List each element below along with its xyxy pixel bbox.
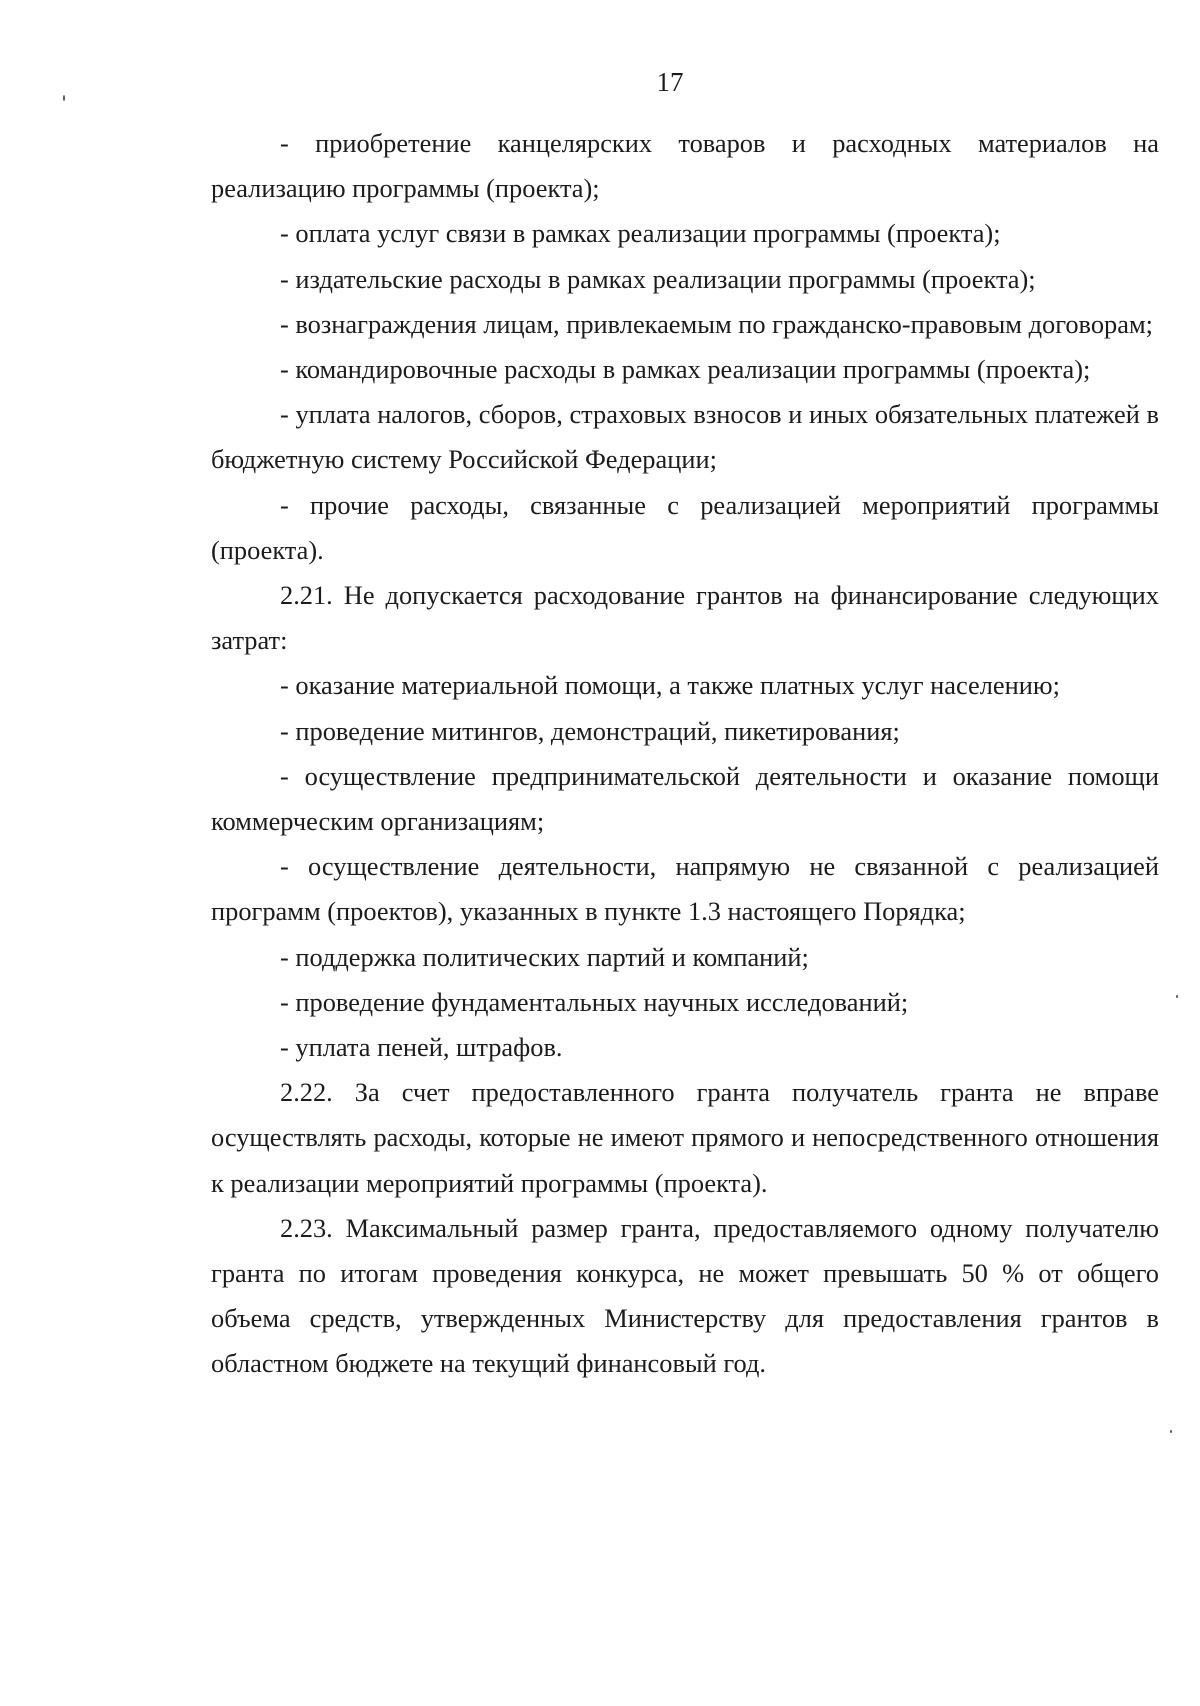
list-item-business: - осуществление предпринимательской деятельности и оказание помощи коммерческим организациям; [211,760,1159,837]
clause-2-21: 2.21. Не допускается расходование грантов на финансирование следующих затрат: [211,580,1159,656]
list-item-fines: - уплата пеней, штрафов. [280,1032,563,1063]
list-item-travel: - командировочные расходы в рамках реализации программы (проекта); [280,354,1091,385]
clause-2-23: 2.23. Максимальный размер гранта, предоставляемого одному получателю гранта по итогам проведения конкурса, не может превышать 50 % от общего объема средств, утвержденных Министерству для предоставления грантов в областном бюджете на текущий финансовый год. [211,1212,1159,1379]
list-item-research: - проведение фундаментальных научных исследований; [280,986,909,1017]
list-item-other-expenses: - прочие расходы, связанные с реализацией мероприятий программы (проекта). [211,489,1159,565]
list-item-remuneration: - вознаграждения лицам, привлекаемым по гражданско-правовым договорам; [280,308,1153,339]
document-body [211,121,1159,1387]
list-item-political-support: - поддержка политических партий и компаний; [280,941,809,972]
scan-speck [1170,1430,1172,1433]
list-item-unrelated-activity: - осуществление деятельности, напрямую не связанной с реализацией программ (проектов), указанных в пункте 1.3 настоящего Порядка; [211,851,1159,927]
list-item-taxes: - уплата налогов, сборов, страховых взносов и иных обязательных платежей в бюджетную систему Российской Федерации; [211,399,1159,475]
scan-speck [1176,995,1178,998]
list-item-material-aid: - оказание материальной помощи, а также платных услуг населению; [280,670,1060,701]
scan-speck [63,95,65,101]
clause-2-22: 2.22. За счет предоставленного гранта получатель гранта не вправе осуществлять расходы, которые не имеют прямого и непосредственного отношения к реализации мероприятий программы (проекта). [211,1077,1159,1198]
list-item-rallies: - проведение митингов, демонстраций, пикетирования; [280,715,900,746]
list-item-communication: - оплата услуг связи в рамках реализации программы (проекта); [280,218,1001,249]
page-number: 17 [656,67,684,97]
list-item-stationery: - приобретение канцелярских товаров и расходных материалов на реализацию программы (проекта); [211,128,1159,204]
list-item-publishing: - издательские расходы в рамках реализации программы (проекта); [280,263,1036,294]
